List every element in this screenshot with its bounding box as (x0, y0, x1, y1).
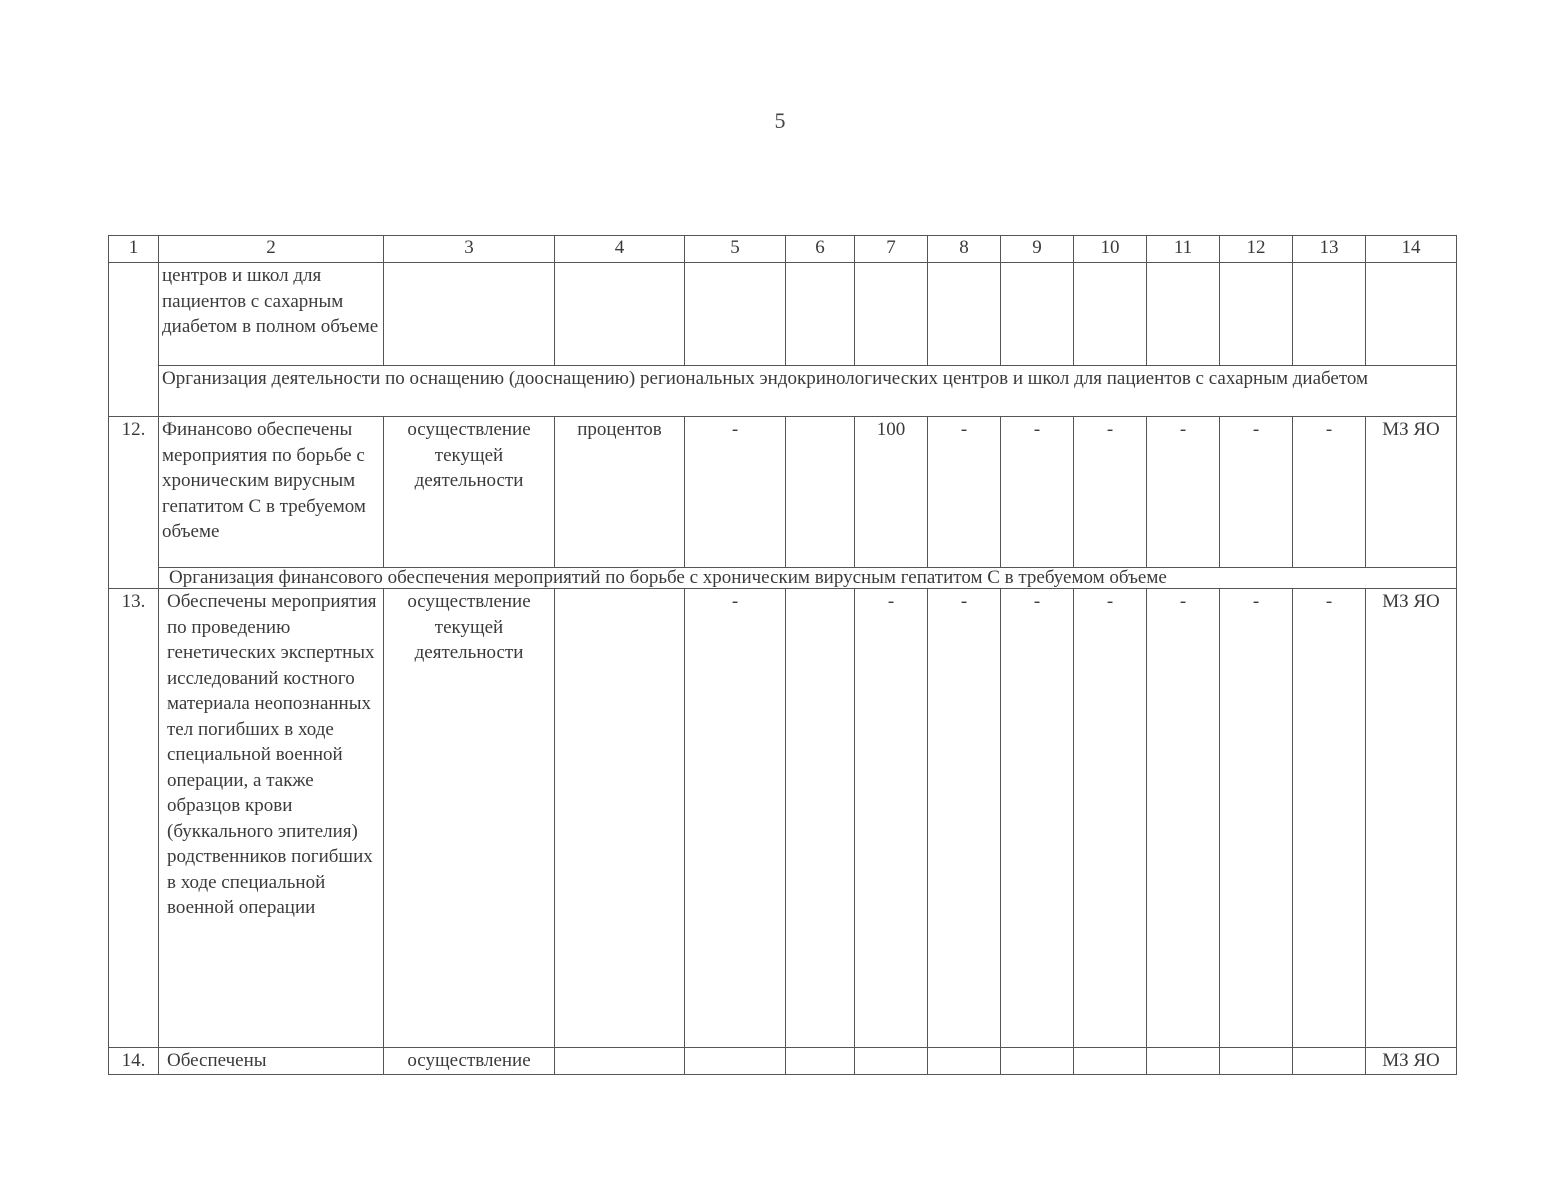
value-cell: - (1147, 417, 1220, 568)
table-cell (1293, 263, 1366, 366)
page-number: 5 (774, 108, 786, 133)
header-cell: 7 (855, 236, 928, 263)
value-cell: - (928, 417, 1001, 568)
table-cell (855, 1048, 928, 1075)
header-cell: 10 (1074, 236, 1147, 263)
value-cell: - (1220, 589, 1293, 1048)
table-cell (1074, 263, 1147, 366)
table-cell (1147, 263, 1220, 366)
row-number-cell: 13. (109, 589, 159, 1048)
value-cell: - (855, 589, 928, 1048)
table-cell (1220, 1048, 1293, 1075)
table-cell (1001, 1048, 1074, 1075)
header-cell: 5 (685, 236, 786, 263)
header-cell: 8 (928, 236, 1001, 263)
unit-cell: процентов (555, 417, 685, 568)
responsible-cell: МЗ ЯО (1366, 1048, 1457, 1075)
table-cell (555, 263, 685, 366)
table-cell (685, 263, 786, 366)
responsible-cell: МЗ ЯО (1366, 417, 1457, 568)
value-cell: - (685, 417, 786, 568)
table-row (109, 589, 1457, 1048)
table-cell (1293, 1048, 1366, 1075)
value-cell (786, 417, 855, 568)
header-cell: 4 (555, 236, 685, 263)
activity-description: Организация финансового обеспечения мероприятий по борьбе с хроническим вирусным гепатитом С в требуемом объеме (159, 568, 1457, 589)
value-cell: - (1293, 417, 1366, 568)
header-cell: 9 (1001, 236, 1074, 263)
value-cell: - (928, 589, 1001, 1048)
table-cell (1147, 1048, 1220, 1075)
indicator-name-cell: центров и школ для пациентов с сахарным диабетом в полном объеме (159, 263, 384, 366)
table-cell (1001, 263, 1074, 366)
indicator-name-cell: Финансово обеспечены мероприятия по борьбе с хроническим вирусным гепатитом С в требуемом объеме (159, 417, 384, 568)
table-row (109, 263, 1457, 366)
table-cell (555, 1048, 685, 1075)
indicators-table (108, 235, 1457, 1075)
value-cell: - (1001, 589, 1074, 1048)
value-cell: - (1293, 589, 1366, 1048)
table-cell (384, 263, 555, 366)
table-row (109, 366, 1457, 417)
table-row (109, 417, 1457, 568)
table-cell (685, 1048, 786, 1075)
table-cell (786, 263, 855, 366)
activity-description: Организация деятельности по оснащению (дооснащению) региональных эндокринологических центров и школ для пациентов с сахарным диабетом (159, 366, 1457, 417)
value-cell: 100 (855, 417, 928, 568)
header-cell: 1 (109, 236, 159, 263)
header-cell: 12 (1220, 236, 1293, 263)
table-cell (786, 1048, 855, 1075)
unit-cell (555, 589, 685, 1048)
table-cell (1074, 1048, 1147, 1075)
value-cell: - (1220, 417, 1293, 568)
header-cell: 3 (384, 236, 555, 263)
responsible-cell: МЗ ЯО (1366, 589, 1457, 1048)
indicator-type-cell: осуществление текущей деятельности (384, 417, 555, 568)
value-cell: - (1147, 589, 1220, 1048)
header-cell: 13 (1293, 236, 1366, 263)
indicator-type-cell: осуществление (384, 1048, 555, 1075)
value-cell: - (685, 589, 786, 1048)
indicator-name-cell: Обеспечены мероприятия по проведению генетических экспертных исследований костного материала неопознанных тел погибших в ходе специальной военной операции, а также образцов крови (буккального эпителия) родственников погибших в ходе специальной военной операции (159, 589, 384, 1048)
table-cell (928, 263, 1001, 366)
row-number-cell: 12. (109, 417, 159, 589)
row-number-cell (109, 263, 159, 417)
table-row (109, 1048, 1457, 1075)
table-row (109, 568, 1457, 589)
table-cell (1366, 263, 1457, 366)
header-row (109, 236, 1457, 263)
row-number-cell: 14. (109, 1048, 159, 1075)
header-cell: 6 (786, 236, 855, 263)
header-cell: 14 (1366, 236, 1457, 263)
header-cell: 2 (159, 236, 384, 263)
indicator-type-cell: осуществление текущей деятельности (384, 589, 555, 1048)
value-cell: - (1001, 417, 1074, 568)
table-cell (1220, 263, 1293, 366)
value-cell: - (1074, 417, 1147, 568)
value-cell: - (1074, 589, 1147, 1048)
header-cell: 11 (1147, 236, 1220, 263)
indicator-name-cell: Обеспечены (159, 1048, 384, 1075)
table-cell (928, 1048, 1001, 1075)
value-cell (786, 589, 855, 1048)
table-cell (855, 263, 928, 366)
